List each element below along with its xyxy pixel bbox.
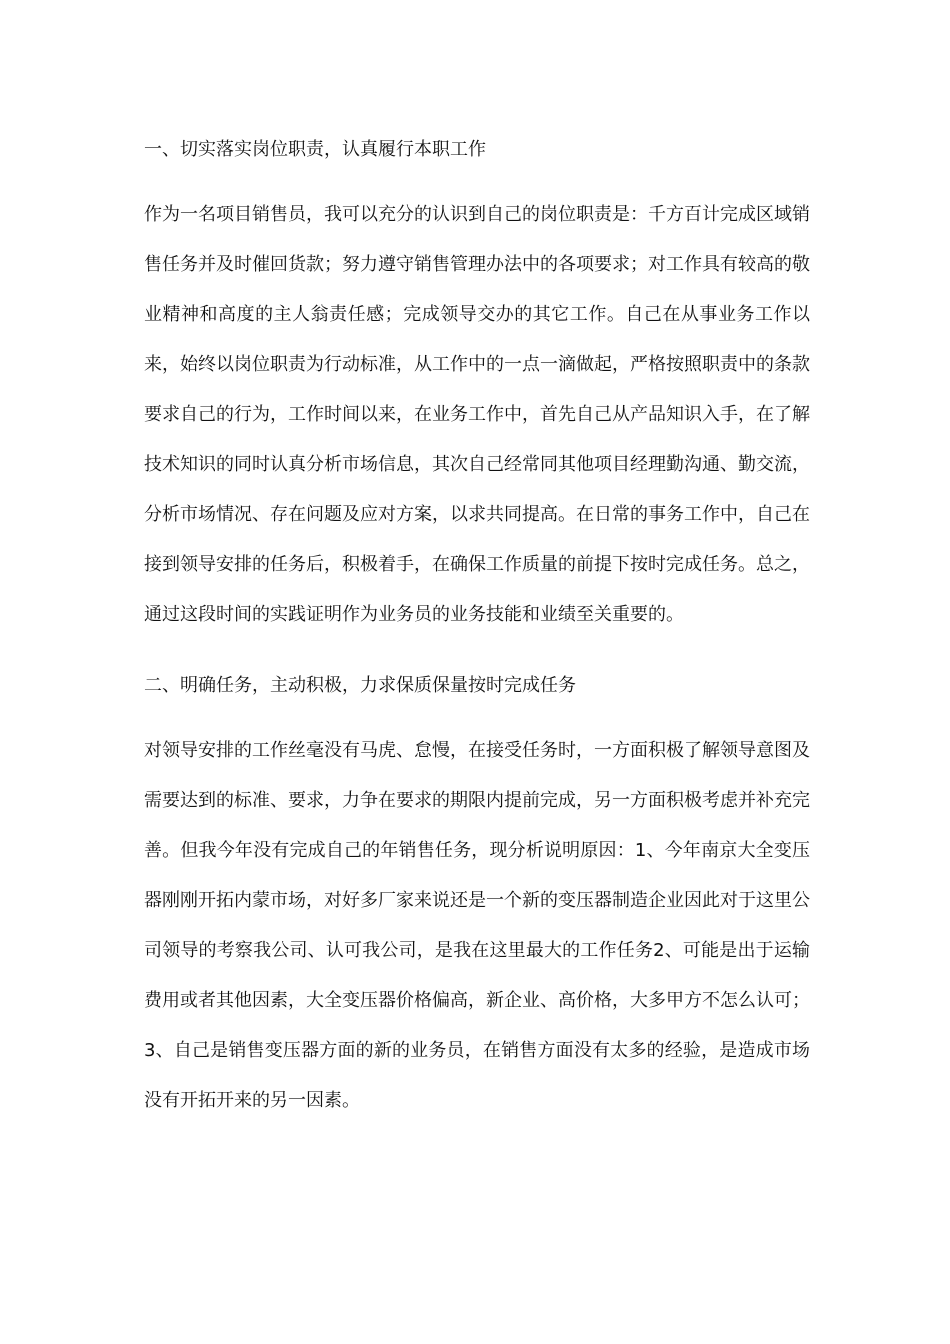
- document-body: [144, 130, 810, 1126]
- spacer: [144, 640, 810, 666]
- spacer: [144, 170, 810, 190]
- section-1-paragraph: 作为一名项目销售员，我可以充分的认识到自己的岗位职责是：千方百计完成区域销售任务并及时催回货款；努力遵守销售管理办法中的各项要求；对工作具有较高的敬业精神和高度的主人翁责任感；完成领导交办的其它工作。自己在从事业务工作以来，始终以岗位职责为行动标准，从工作中的一点一滴做起，严格按照职责中的条款要求自己的行为，工作时间以来，在业务工作中，首先自己从产品知识入手，在了解技术知识的同时认真分析市场信息，其次自己经常同其他项目经理勤沟通、勤交流，分析市场情况、存在问题及应对方案，以求共同提高。在日常的事务工作中，自己在接到领导安排的任务后，积极着手，在确保工作质量的前提下按时完成任务。总之，通过这段时间的实践证明作为业务员的业务技能和业绩至关重要的。: [144, 204, 810, 625]
- section-2-heading: 二、明确任务，主动积极，力求保质保量按时完成任务: [144, 675, 576, 696]
- section-1-heading: 一、切实落实岗位职责，认真履行本职工作: [144, 139, 486, 160]
- section-2-paragraph: 对领导安排的工作丝毫没有马虎、怠慢，在接受任务时，一方面积极了解领导意图及需要达到的标准、要求，力争在要求的期限内提前完成，另一方面积极考虑并补充完善。但我今年没有完成自己的年销售任务，现分析说明原因：1、今年南京大全变压器刚刚开拓内蒙市场，对好多厂家来说还是一个新的变压器制造企业因此对于这里公司领导的考察我公司、认可我公司，是我在这里最大的工作任务2、可能是出于运输费用或者其他因素，大全变压器价格偏高，新企业、高价格，大多甲方不怎么认可；3、自己是销售变压器方面的新的业务员，在销售方面没有太多的经验，是造成市场没有开拓开来的另一因素。: [144, 740, 810, 1111]
- spacer: [144, 706, 810, 726]
